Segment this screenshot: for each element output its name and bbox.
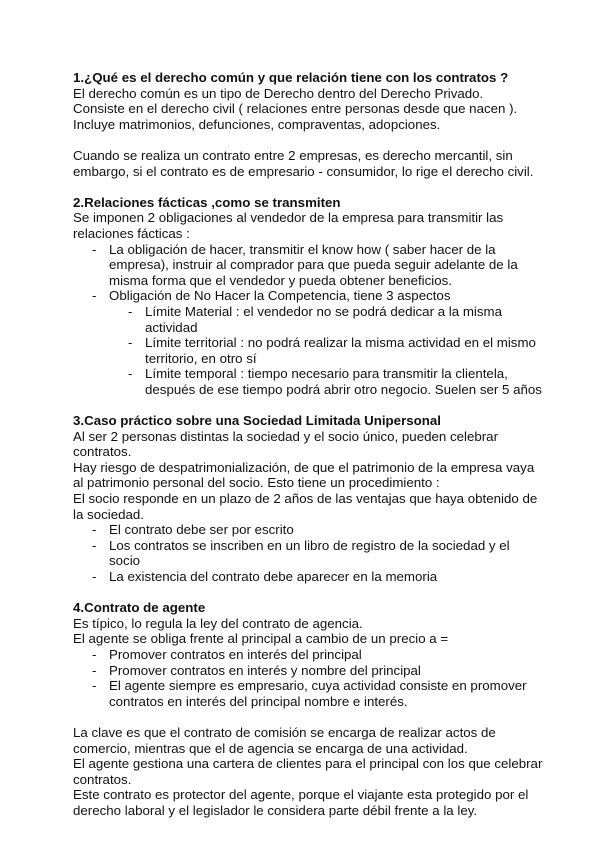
paragraph: El agente se obliga frente al principal a cambio de un precio a = <box>73 631 449 647</box>
section-heading: 3.Caso práctico sobre una Sociedad Limitada Unipersonal <box>73 413 441 429</box>
list-item: - El agente siempre es empresario, cuya actividad consiste en promover contratos en interés del principal nombre e interés. <box>73 678 543 709</box>
paragraph: Incluye matrimonios, defunciones, compraventas, adopciones. <box>73 116 441 132</box>
list-item: - Los contratos se inscriben en un libro de registro de la sociedad y el socio <box>73 538 543 569</box>
sub-list-item: - Límite territorial : no podrá realizar la misma actividad en el mismo territorio, en otro sí <box>73 335 543 366</box>
spacer <box>73 585 543 601</box>
list-item: - Obligación de No Hacer la Competencia, tiene 3 aspectos <box>73 288 543 304</box>
spacer <box>73 397 543 413</box>
paragraph: El agente gestiona una cartera de clientes para el principal con los que celebrar contratos. <box>73 756 543 787</box>
paragraph: Este contrato es protector del agente, porque el viajante esta protegido por el derecho laboral y el legislador le considera parte débil frente a la ley. <box>73 787 529 818</box>
paragraph: Al ser 2 personas distintas la sociedad y el socio único, pueden celebrar contratos. <box>73 428 499 460</box>
paragraph: El socio responde en un plazo de 2 años de las ventajas que haya obtenido de la sociedad. <box>73 491 538 522</box>
spacer <box>73 709 543 725</box>
section-1 <box>73 70 543 179</box>
paragraph: El derecho común es un tipo de Derecho dentro del Derecho Privado. <box>73 85 484 101</box>
document-page <box>73 70 543 819</box>
paragraph: La clave es que el contrato de comisión se encarga de realizar actos de comercio, mientras que el de agencia se encarga de una actividad. <box>73 724 496 756</box>
section-heading: 4.Contrato de agente <box>73 600 206 616</box>
spacer <box>73 132 543 148</box>
section-3 <box>73 413 543 585</box>
section-heading: 1.¿Qué es el derecho común y que relación tiene con los contratos ? <box>73 70 509 85</box>
list-item: - Promover contratos en interés y nombre del principal <box>73 663 543 679</box>
list-item: - La obligación de hacer, transmitir el know how ( saber hacer de la empresa), instruir al comprador para que pueda seguir adelante de la misma forma que el vendedor y pueda obtener beneficios. <box>73 242 543 289</box>
paragraph: Se imponen 2 obligaciones al vendedor de la empresa para transmitir las relaciones fácticas : <box>73 210 504 241</box>
list-item: - Promover contratos en interés del principal <box>73 647 543 663</box>
list-item: - La existencia del contrato debe aparecer en la memoria <box>73 569 543 585</box>
bullet-list <box>73 242 543 398</box>
section-4 <box>73 600 543 818</box>
section-heading: 2.Relaciones fácticas ,como se transmiten <box>73 194 341 210</box>
paragraph: Consiste en el derecho civil ( relaciones entre personas desde que nacen ). <box>73 101 518 117</box>
sub-list-item: - Límite temporal : tiempo necesario para transmitir la clientela, después de ese tiempo podrá abrir otro negocio. Suelen ser 5 años <box>73 366 543 397</box>
paragraph: Es típico, lo regula la ley del contrato de agencia. <box>73 615 363 631</box>
spacer <box>73 179 543 195</box>
paragraph: Cuando se realiza un contrato entre 2 empresas, es derecho mercantil, sin embargo, si el contrato es de empresario - consumidor, lo rige el derecho civil. <box>73 147 534 179</box>
bullet-list <box>73 647 543 709</box>
bullet-list <box>73 522 543 584</box>
list-item: - El contrato debe ser por escrito <box>73 522 543 538</box>
sub-list-item: - Límite Material : el vendedor no se podrá dedicar a la misma actividad <box>73 304 543 335</box>
section-2 <box>73 195 543 398</box>
paragraph: Hay riesgo de despatrimonialización, de que el patrimonio de la empresa vaya al patrimonio personal del socio. Esto tiene un procedimiento : <box>73 459 535 491</box>
